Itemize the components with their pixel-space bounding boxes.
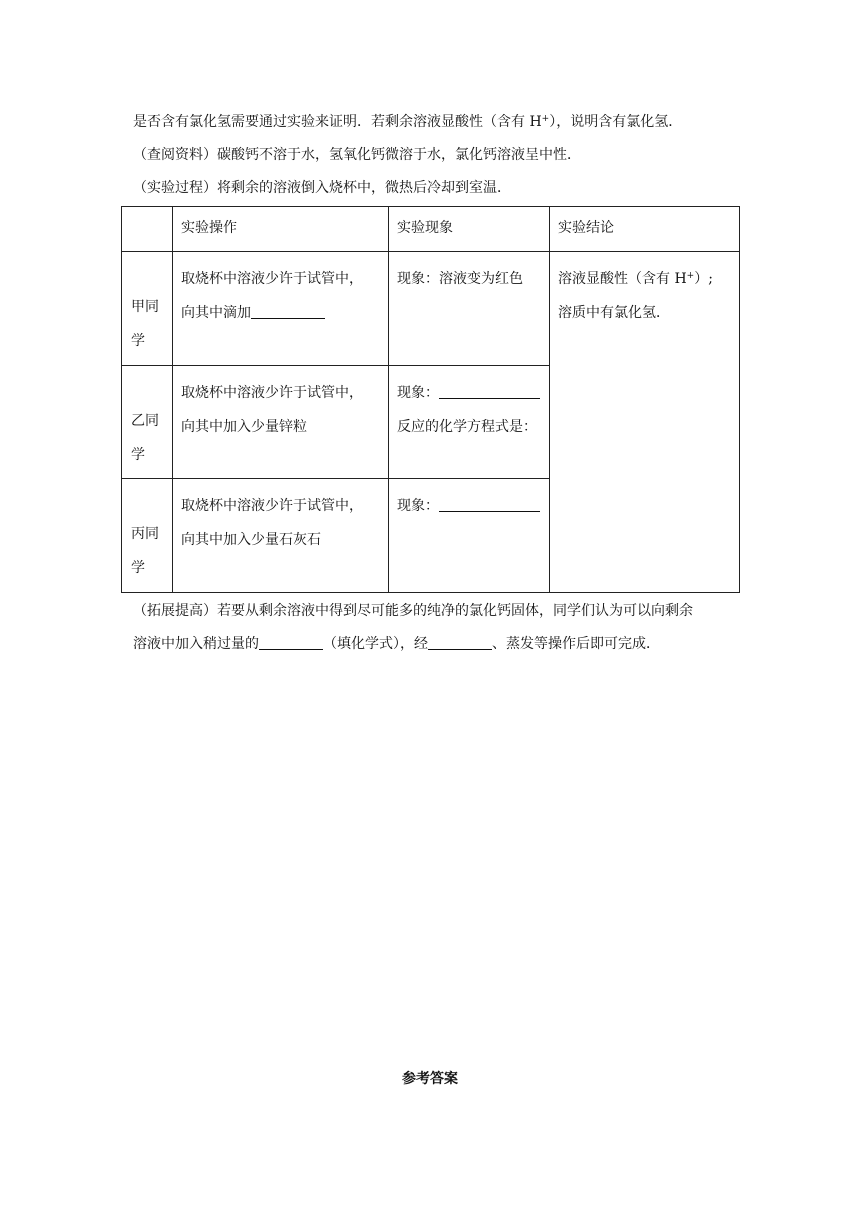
conclusion-cell: 溶液显酸性（含有 H+）; 溶质中有氯化氢． (550, 252, 740, 593)
fill-blank-formula[interactable] (259, 635, 323, 650)
table-row (122, 252, 740, 366)
student-yi-cell: 乙同 学 (122, 366, 173, 479)
fill-blank-operation[interactable] (428, 635, 492, 650)
table-header-row (122, 207, 740, 252)
header-operation: 实验操作 (173, 207, 389, 252)
student-jia-cell: 甲同 学 (122, 252, 173, 366)
fill-blank-reagent[interactable] (251, 304, 325, 319)
phenomenon-cell: 现象： 反应的化学方程式是： (389, 366, 550, 479)
operation-cell: 取烧杯中溶液少许于试管中， 向其中加入少量石灰石 (173, 479, 389, 593)
answer-section-title: 参考答案 (402, 1071, 458, 1087)
phenomenon-cell: 现象： (389, 479, 550, 593)
superscript-plus: + (686, 271, 695, 281)
intro-line-2: （查阅资料）碳酸钙不溶于水，氢氧化钙微溶于水，氯化钙溶液呈中性． (133, 147, 581, 163)
extension-line-2: 溶液中加入稍过量的 （填化学式），经 、蒸发等操作后即可完成． (133, 636, 660, 652)
experiment-table (121, 206, 740, 593)
intro-line-1 (133, 112, 682, 132)
intro-line-1-text: 是否含有氯化氢需要通过实验来证明．若剩余溶液显酸性（含有 H (133, 114, 542, 130)
extension-line-1: （拓展提高）若要从剩余溶液中得到尽可能多的纯净的氯化钙固体，同学们认为可以向剩余 (133, 603, 693, 619)
student-bing-cell: 丙同 学 (122, 479, 173, 593)
intro-line-3: （实验过程）将剩余的溶液倒入烧杯中，微热后冷却到室温． (133, 180, 511, 196)
intro-line-1-tail: ），说明含有氯化氢． (549, 114, 683, 130)
superscript-plus: + (541, 114, 550, 124)
fill-blank-phenomenon[interactable] (439, 497, 540, 512)
phenomenon-cell: 现象：溶液变为红色 (389, 252, 550, 366)
header-conclusion: 实验结论 (550, 207, 740, 252)
operation-cell: 取烧杯中溶液少许于试管中， 向其中滴加 (173, 252, 389, 366)
header-empty (122, 207, 173, 252)
fill-blank-phenomenon[interactable] (439, 384, 540, 399)
header-phenomenon: 实验现象 (389, 207, 550, 252)
operation-cell: 取烧杯中溶液少许于试管中， 向其中加入少量锌粒 (173, 366, 389, 479)
